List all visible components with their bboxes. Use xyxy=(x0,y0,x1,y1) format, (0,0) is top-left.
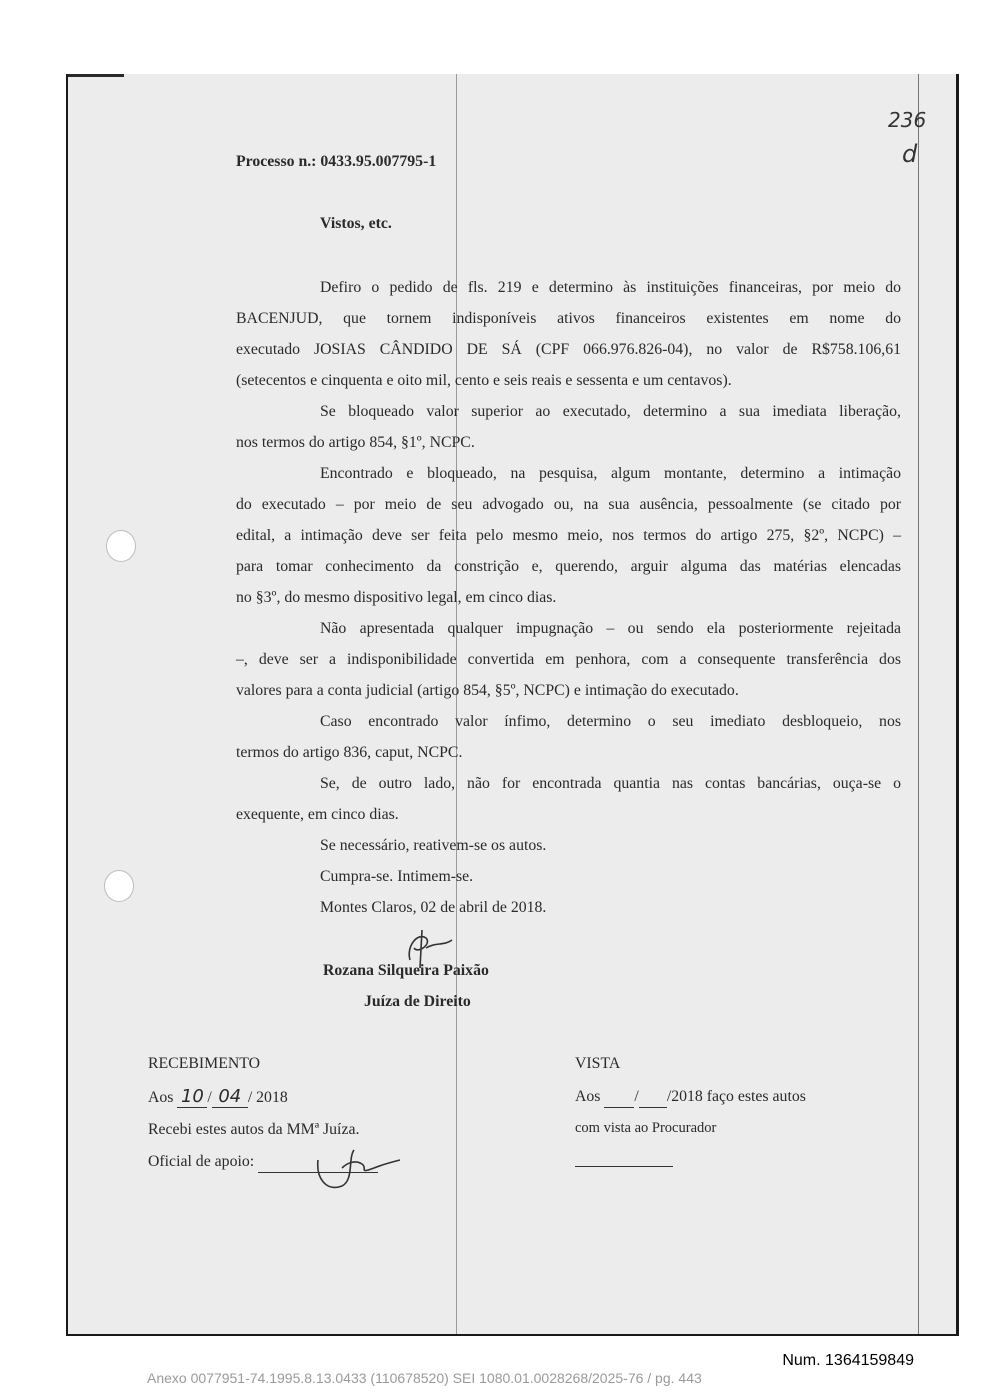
recebimento-date-line: Aos 10 / 04 / 2018 xyxy=(148,1086,288,1107)
recebimento-text: Recebi estes autos da MMª Juíza. xyxy=(148,1121,360,1138)
text-line: executado JOSIAS CÂNDIDO DE SÁ (CPF 066.976.826-04), no valor de R$758.106,61 xyxy=(236,341,901,358)
fold-line-right xyxy=(918,74,919,1334)
handwritten-day: 10 xyxy=(177,1087,207,1108)
vista-text: com vista ao Procurador xyxy=(575,1120,717,1136)
closing-line: Se necessário, reativem-se os autos. xyxy=(320,837,547,854)
year-text: / 2018 xyxy=(247,1089,288,1106)
handwritten-initial: d xyxy=(902,140,918,168)
text-line: do executado – por meio de seu advogado ou, na sua ausência, pessoalmente (se citado por xyxy=(236,496,901,513)
handwritten-month: 04 xyxy=(212,1087,248,1108)
oficial-label: Oficial de apoio: xyxy=(148,1153,255,1170)
judge-title: Juíza de Direito xyxy=(364,993,471,1010)
vista-title: VISTA xyxy=(575,1055,621,1072)
text-line: BACENJUD, que tornem indisponíveis ativos financeiros existentes em nome do xyxy=(236,310,901,327)
text-line: termos do artigo 836, caput, NCPC. xyxy=(236,744,463,761)
text-line: para tomar conhecimento da constrição e, querendo, arguir alguma das matérias elencadas xyxy=(236,558,901,575)
text-line: nos termos do artigo 854, §1º, NCPC. xyxy=(236,434,475,451)
punch-hole-bottom xyxy=(104,870,134,902)
vista-date-line: Aos / /2018 faço estes autos xyxy=(575,1087,806,1108)
text-line: edital, a intimação deve ser feita pelo mesmo meio, nos termos do artigo 275, §2º, NCPC) – xyxy=(236,527,901,544)
text-line: no §3º, do mesmo dispositivo legal, em cinco dias. xyxy=(236,589,557,606)
aos-label: Aos xyxy=(575,1088,601,1105)
judge-name: Rozana Silqueira Paixão xyxy=(323,962,489,979)
text-line: Se, de outro lado, não for encontrada quantia nas contas bancárias, ouça-se o xyxy=(320,775,901,792)
date-line: Montes Claros, 02 de abril de 2018. xyxy=(320,899,547,916)
text-line: (setecentos e cinquenta e oito mil, cento e seis reais e sessenta e um centavos). xyxy=(236,372,732,389)
vista-rest: /2018 faço estes autos xyxy=(666,1088,806,1105)
punch-hole-top xyxy=(106,530,136,562)
handwritten-page-number: 236 xyxy=(888,108,927,132)
document-number: Num. 1364159849 xyxy=(782,1352,914,1369)
text-line: Se bloqueado valor superior ao executado, determino a sua imediata liberação, xyxy=(320,403,901,420)
processo-number: Processo n.: 0433.95.007795-1 xyxy=(236,153,437,170)
vista-signature-line xyxy=(575,1166,673,1167)
attachment-reference: Anexo 0077951-74.1995.8.13.0433 (110678520) SEI 1080.01.0028268/2025-76 / pg. 443 xyxy=(147,1370,702,1386)
oficial-signature-mark xyxy=(296,1138,406,1196)
aos-label: Aos xyxy=(148,1089,174,1106)
text-line: Caso encontrado valor ínfimo, determino o seu imediato desbloqueio, nos xyxy=(320,713,901,730)
scan-edge-mark xyxy=(68,74,124,77)
recebimento-title: RECEBIMENTO xyxy=(148,1055,261,1072)
vista-day-blank xyxy=(604,1087,634,1108)
scanned-page xyxy=(66,74,959,1336)
text-line: Encontrado e bloqueado, na pesquisa, algum montante, determino a intimação xyxy=(320,465,901,482)
text-line: exequente, em cinco dias. xyxy=(236,806,399,823)
fold-line xyxy=(456,74,457,1334)
vista-month-blank xyxy=(639,1087,667,1108)
text-line: Defiro o pedido de fls. 219 e determino às instituições financeiras, por meio do xyxy=(320,279,901,296)
text-line: Não apresentada qualquer impugnação – ou sendo ela posteriormente rejeitada xyxy=(320,620,901,637)
vistos-heading: Vistos, etc. xyxy=(320,215,392,232)
closing-line: Cumpra-se. Intimem-se. xyxy=(320,868,474,885)
text-line: valores para a conta judicial (artigo 854, §5º, NCPC) e intimação do executado. xyxy=(236,682,739,699)
text-line: –, deve ser a indisponibilidade convertida em penhora, com a consequente transferência dos xyxy=(236,651,901,668)
